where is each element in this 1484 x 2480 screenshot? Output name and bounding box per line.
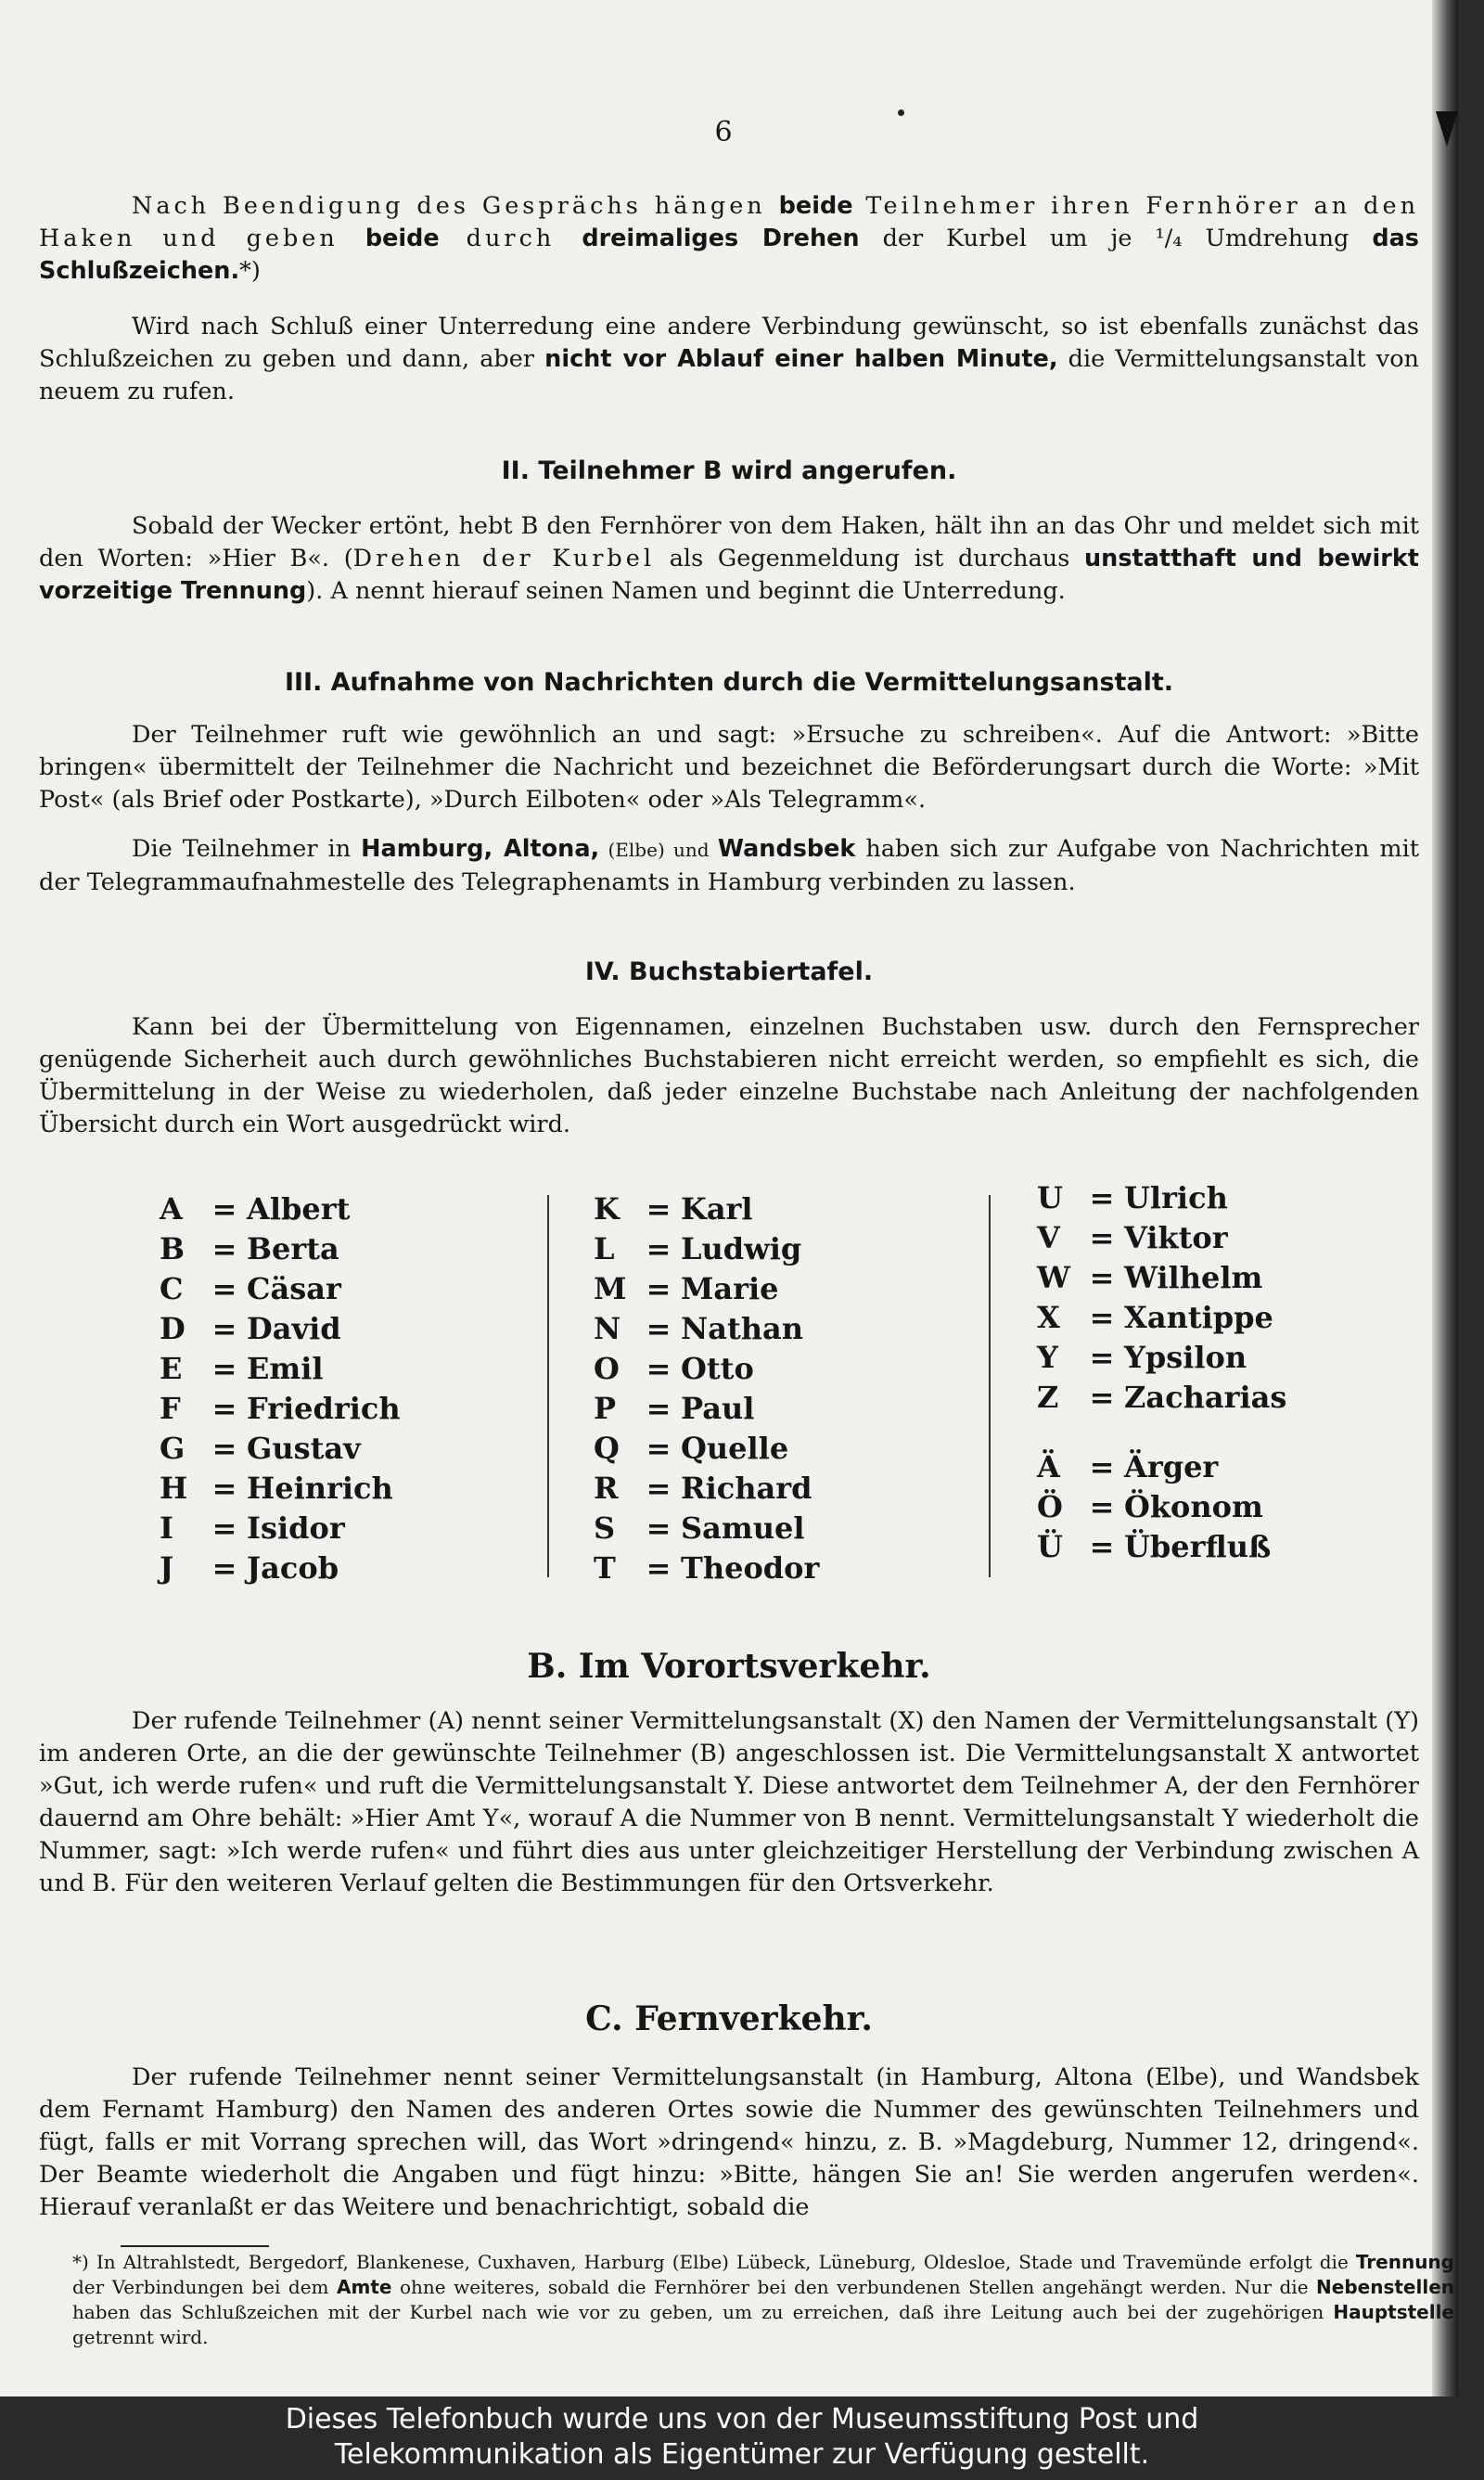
margin-arrow-mark	[1436, 111, 1458, 147]
spelling-entry	[594, 1349, 819, 1389]
equals-sign: =	[211, 1471, 237, 1506]
spelling-entry	[594, 1469, 819, 1509]
text: der Kurbel um je ¹/₄ Umdrehung	[859, 225, 1373, 252]
word: Paul	[681, 1391, 755, 1426]
equals-sign: =	[1089, 1449, 1115, 1484]
spelling-entry	[160, 1509, 401, 1548]
letter: J	[160, 1550, 174, 1586]
equals-sign: =	[646, 1510, 672, 1546]
letter: N	[594, 1311, 621, 1346]
text: Wird nach Schluß einer Unterredung eine andere Verbindung gewünscht, so ist ebenfalls zunächst das Schlußzeichen zu geben und dann, aber	[39, 313, 1419, 373]
spelling-entry	[594, 1429, 819, 1469]
text: ). A nennt hierauf seinen Namen und beginnt die Unterredung.	[306, 577, 1066, 605]
letter: V	[1037, 1220, 1060, 1255]
section-iii-paragraph-2	[39, 833, 1419, 899]
equals-sign: =	[1089, 1220, 1115, 1255]
word: Gustav	[247, 1431, 361, 1466]
text: Nach Beendigung des Gesprächs hängen	[132, 192, 779, 220]
emphasis: Hamburg, Altona,	[361, 835, 600, 863]
equals-sign: =	[211, 1391, 237, 1426]
equals-sign: =	[211, 1510, 237, 1546]
spelling-entry	[594, 1509, 819, 1548]
letter: Ä	[1037, 1449, 1060, 1484]
footnote	[72, 2250, 1454, 2350]
word: Marie	[681, 1271, 779, 1306]
letter: Q	[594, 1431, 620, 1466]
letter: H	[160, 1471, 188, 1506]
word: Karl	[681, 1191, 753, 1227]
emphasis: Hauptstelle	[1333, 2301, 1454, 2323]
letter: P	[594, 1391, 617, 1426]
spelling-entry	[160, 1389, 401, 1429]
intro-paragraph-1	[39, 190, 1419, 288]
letter: L	[594, 1231, 615, 1266]
word: Ypsilon	[1124, 1340, 1247, 1375]
section-iii-title: III. Aufnahme von Nachrichten durch die Vermittelungsanstalt.	[284, 668, 1174, 697]
text: durch	[439, 225, 582, 252]
section-iv-paragraph	[39, 1011, 1419, 1141]
word: Wilhelm	[1124, 1260, 1263, 1295]
spelling-entry	[1037, 1447, 1286, 1487]
word: Cäsar	[247, 1271, 341, 1306]
letter: G	[160, 1431, 186, 1466]
letter: A	[160, 1191, 183, 1227]
spelling-entry	[1037, 1258, 1286, 1298]
spelling-entry	[160, 1469, 401, 1509]
section-c-title: C. Fernverkehr.	[585, 1999, 873, 2038]
text: Sobald der Wecker ertönt, hebt B den Fernhörer von dem Haken, hält ihn an das Ohr und meldet sich mit den Worten: »Hier B«. (	[39, 512, 1419, 572]
equals-sign: =	[1089, 1489, 1115, 1524]
footnote-marker: *)	[239, 257, 261, 285]
word: Xantippe	[1124, 1300, 1273, 1335]
word: Friedrich	[247, 1391, 401, 1426]
caption-line-1: Dieses Telefonbuch wurde uns von der Museumsstiftung Post und	[285, 2403, 1199, 2435]
text: *) In Altrahlstedt, Bergedorf, Blankenese, Cuxhaven, Harburg (Elbe) Lübeck, Lüneburg, Oldesloe, Stade und Travemünde erfolgt die	[72, 2251, 1356, 2273]
spelling-column-2	[594, 1189, 819, 1588]
equals-sign: =	[211, 1191, 237, 1227]
equals-sign: =	[1089, 1300, 1115, 1335]
spelling-entry	[160, 1309, 401, 1349]
emphasis: unstatthaft und bewirkt vorzeitige Trennung	[39, 545, 1419, 605]
equals-sign: =	[646, 1231, 672, 1266]
word: Theodor	[681, 1550, 820, 1586]
emphasis: beide	[365, 225, 440, 252]
letter: I	[160, 1510, 173, 1546]
word: Isidor	[247, 1510, 345, 1546]
word: Zacharias	[1124, 1380, 1287, 1415]
spelling-column-3	[1037, 1178, 1286, 1567]
text: als Gegenmeldung ist durchaus	[655, 545, 1085, 572]
word: Ökonom	[1124, 1489, 1263, 1524]
letter: C	[160, 1271, 184, 1306]
word: Überfluß	[1124, 1529, 1272, 1564]
section-c-paragraph	[39, 2062, 1419, 2224]
word: Viktor	[1124, 1220, 1228, 1255]
word: Ärger	[1124, 1449, 1219, 1484]
equals-sign: =	[211, 1311, 237, 1346]
archive-caption	[0, 2396, 1484, 2480]
letter: O	[594, 1351, 620, 1386]
spelling-entry	[594, 1389, 819, 1429]
text: der Verbindungen bei dem	[72, 2276, 338, 2298]
spelling-entry	[594, 1548, 819, 1588]
emphasis: nicht vor Ablauf einer halben Minute,	[544, 345, 1058, 373]
text: getrennt wird.	[72, 2326, 209, 2348]
spelling-entry	[160, 1269, 401, 1309]
equals-sign: =	[1089, 1260, 1115, 1295]
letter: D	[160, 1311, 186, 1346]
equals-sign: =	[646, 1271, 672, 1306]
word: Jacob	[247, 1550, 339, 1586]
emphasis: Wandsbek	[717, 835, 856, 863]
equals-sign: =	[211, 1271, 237, 1306]
footnote-rule	[121, 2245, 269, 2247]
letter: S	[594, 1510, 616, 1546]
spelling-entry	[160, 1229, 401, 1269]
emphasis: Nebenstellen	[1316, 2276, 1455, 2298]
letter: Ö	[1037, 1489, 1063, 1524]
text: ohne weiteres, sobald die Fernhörer bei den verbundenen Stellen angehängt werden. Nur die	[391, 2276, 1317, 2298]
spelling-entry	[1037, 1338, 1286, 1378]
word: Otto	[681, 1351, 754, 1386]
text: Teilnehmer ihren Fernhörer an den Haken und geben	[39, 192, 1419, 252]
spelling-entry	[160, 1189, 401, 1229]
section-b-paragraph	[39, 1705, 1419, 1900]
equals-sign: =	[211, 1351, 237, 1386]
equals-sign: =	[1089, 1529, 1115, 1564]
emphasis: beide	[778, 192, 853, 220]
letter: W	[1037, 1260, 1070, 1295]
word: Samuel	[681, 1510, 805, 1546]
text: haben das Schlußzeichen mit der Kurbel nach wie vor zu geben, um zu erreichen, daß ihre Leitung auch bei der zugehörigen	[72, 2301, 1334, 2323]
spelling-entry	[1037, 1378, 1286, 1418]
equals-sign: =	[646, 1351, 672, 1386]
equals-sign: =	[646, 1311, 672, 1346]
spelling-entry	[594, 1269, 819, 1309]
spelling-entry	[1037, 1298, 1286, 1338]
text: haben sich zur Aufgabe von Nachrichten mit der Telegrammaufnahmestelle des Telegraphenamts in Hamburg verbinden zu lassen.	[39, 835, 1419, 896]
page-number: 6	[714, 116, 733, 148]
equals-sign: =	[211, 1550, 237, 1586]
section-ii-title: II. Teilnehmer B wird angerufen.	[501, 456, 957, 485]
word: Berta	[247, 1231, 339, 1266]
word: Heinrich	[247, 1471, 393, 1506]
spelling-entry	[160, 1349, 401, 1389]
letter: E	[160, 1351, 183, 1386]
word: Nathan	[681, 1311, 804, 1346]
equals-sign: =	[646, 1471, 672, 1506]
letter: Ü	[1037, 1529, 1063, 1564]
letter: X	[1037, 1300, 1060, 1335]
text: die Vermittelungsanstalt von neuem zu rufen.	[39, 345, 1419, 405]
equals-sign: =	[1089, 1340, 1115, 1375]
spelling-entry	[1037, 1527, 1286, 1567]
letter: F	[160, 1391, 181, 1426]
word: Ludwig	[681, 1231, 802, 1266]
emphasis: dreimaliges Drehen	[582, 225, 860, 252]
letter: B	[160, 1231, 186, 1266]
ink-dot	[898, 109, 904, 116]
word: Albert	[247, 1191, 351, 1227]
spelling-entry	[160, 1429, 401, 1469]
spelling-entry	[160, 1548, 401, 1588]
text: Der rufende Teilnehmer (A) nennt seiner Vermittelungsanstalt (X) den Namen der Vermittelungsanstalt (Y) im anderen Orte, an die der gewünschte Teilnehmer (B) angeschlossen ist. Die Vermittelungsanstalt X antwortet »Gut, ich werde rufen« und ruft die Vermittelungsanstalt Y. Diese antwortet dem Teilnehmer A, der den Fernhörer dauernd am Ohre behält: »Hier Amt Y«, worauf A die Nummer von B nennt. Vermittelungsanstalt Y wiederholt die Nummer, sagt: »Ich werde rufen« und führt dies aus unter gleichzeitiger Herstellung der Verbindung zwischen A und B. Für den weiteren Verlauf gelten die Bestimmungen für den Ortsverkehr.	[39, 1707, 1419, 1897]
emphasis: Drehen der Kurbel	[352, 545, 656, 572]
equals-sign: =	[211, 1431, 237, 1466]
equals-sign: =	[646, 1550, 672, 1586]
text: Kann bei der Übermittelung von Eigennamen, einzelnen Buchstaben usw. durch den Fernsprecher genügende Sicherheit auch durch gewöhnliches Buchstabieren nicht erreicht werden, so empfiehlt es sich, die Übermittelung in der Weise zu wiederholen, daß jeder einzelne Buchstabe nach Anleitung der nachfolgenden Übersicht durch ein Wort ausgedrückt wird.	[39, 1013, 1419, 1138]
emphasis: das Schlußzeichen.	[39, 225, 1419, 285]
spelling-entry	[594, 1189, 819, 1229]
equals-sign: =	[1089, 1180, 1115, 1215]
word: Ulrich	[1124, 1180, 1228, 1215]
equals-sign: =	[646, 1191, 672, 1227]
letter: R	[594, 1471, 619, 1506]
spacer	[1037, 1418, 1286, 1447]
equals-sign: =	[211, 1231, 237, 1266]
spelling-entry	[1037, 1178, 1286, 1218]
text: (Elbe) und	[599, 839, 718, 861]
text: Der rufende Teilnehmer nennt seiner Vermittelungsanstalt (in Hamburg, Altona (Elbe), und Wandsbek dem Fernamt Hamburg) den Namen des anderen Ortes sowie die Nummer des gewünschten Teilnehmers und fügt, falls er mit Vorrang sprechen will, das Wort »dringend« hinzu, z. B. »Magdeburg, Nummer 12, dringend«. Der Beamte wiederholt die Angaben und fügt hinzu: »Bitte, hängen Sie an! Sie werden angerufen werden«. Hierauf veranlaßt er das Weitere und benachrichtigt, sobald die	[39, 2063, 1419, 2221]
section-ii-paragraph	[39, 510, 1419, 608]
word: Quelle	[681, 1431, 789, 1466]
spelling-entry	[1037, 1487, 1286, 1527]
equals-sign: =	[646, 1391, 672, 1426]
letter: M	[594, 1271, 627, 1306]
section-iii-paragraph-1	[39, 719, 1419, 816]
column-divider	[547, 1195, 549, 1577]
spelling-column-1	[160, 1189, 401, 1588]
section-iv-title: IV. Buchstabiertafel.	[584, 957, 874, 986]
word: Richard	[681, 1471, 812, 1506]
word: Emil	[247, 1351, 324, 1386]
emphasis: Amte	[337, 2276, 392, 2298]
caption-line-2: Telekommunikation als Eigentümer zur Verfügung gestellt.	[334, 2438, 1150, 2471]
equals-sign: =	[1089, 1380, 1115, 1415]
text: Die Teilnehmer in	[132, 835, 362, 863]
intro-paragraph-2	[39, 311, 1419, 408]
letter: K	[594, 1191, 620, 1227]
letter: T	[594, 1550, 616, 1586]
text: Der Teilnehmer ruft wie gewöhnlich an und sagt: »Ersuche zu schreiben«. Auf die Antwort: »Bitte bringen« übermittelt der Teilnehmer die Nachricht und bezeichnet die Beförderungsart durch die Worte: »Mit Post« (als Brief oder Postkarte), »Durch Eilboten« oder »Als Telegramm«.	[39, 721, 1419, 814]
word: David	[247, 1311, 341, 1346]
spelling-entry	[1037, 1218, 1286, 1258]
emphasis: Trennung	[1355, 2251, 1454, 2273]
letter: U	[1037, 1180, 1063, 1215]
column-divider	[989, 1195, 991, 1577]
spelling-entry	[594, 1309, 819, 1349]
letter: Y	[1037, 1340, 1058, 1375]
section-b-title: B. Im Vorortsverkehr.	[527, 1647, 931, 1686]
spelling-entry	[594, 1229, 819, 1269]
letter: Z	[1037, 1380, 1059, 1415]
equals-sign: =	[646, 1431, 672, 1466]
